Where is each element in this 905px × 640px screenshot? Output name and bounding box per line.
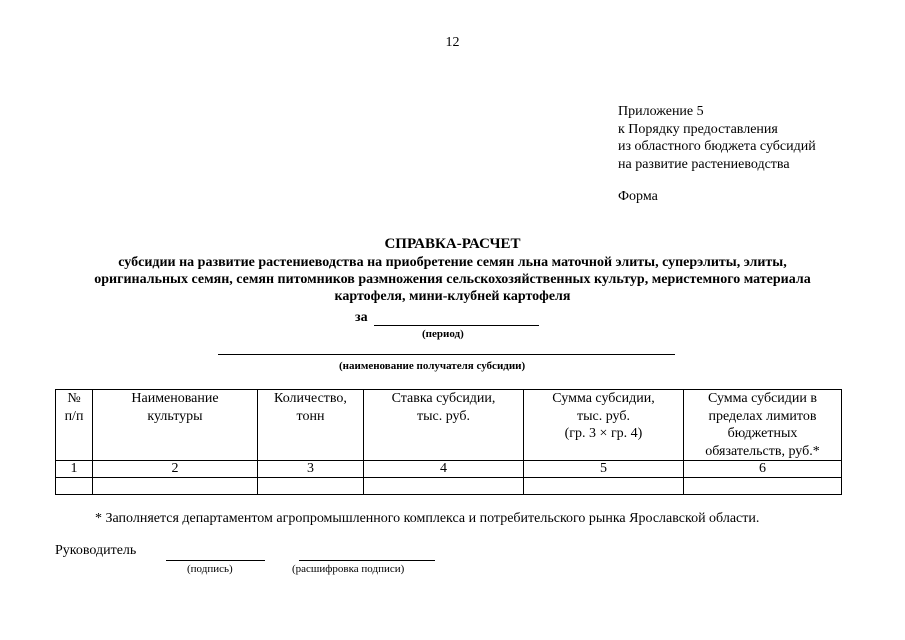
header-cell: Сумма субсидии в пределах лимитов бюджетных обязательств, руб.* — [684, 390, 842, 461]
recipient-caption: (наименование получателя субсидии) — [339, 360, 526, 372]
column-number-row — [56, 461, 842, 478]
period-fill-line — [374, 311, 539, 326]
page-number: 12 — [445, 35, 460, 50]
appendix-line: Приложение 5 — [618, 104, 704, 119]
header-cell: № п/п — [56, 390, 93, 461]
table-cell — [93, 478, 258, 495]
subtitle-line: картофеля, мини-клубней картофеля — [334, 289, 571, 304]
header-cell: Наименование культуры — [93, 390, 258, 461]
appendix-line: из областного бюджета субсидий — [618, 139, 816, 154]
appendix-line: к Порядку предоставления — [618, 121, 778, 137]
column-number-cell: 2 — [93, 461, 258, 478]
name-decoding-line — [299, 560, 435, 561]
column-number-cell: 5 — [524, 461, 684, 478]
name-decoding-caption: (расшифровка подписи) — [292, 563, 405, 575]
subtitle-line: субсидии на развитие растениеводства на приобретение семян льна маточной элиты, суперэлиты, элиты, — [118, 255, 787, 270]
subtitle-line: оригинальных семян, семян питомников размножения сельскохозяйственных культур, меристемного материала — [94, 272, 811, 287]
column-number-cell: 1 — [56, 461, 93, 478]
appendix-block — [618, 103, 816, 173]
column-number-cell: 4 — [364, 461, 524, 478]
appendix-line: на развитие растениеводства — [618, 156, 790, 172]
period-prefix: за — [355, 310, 368, 325]
recipient-fill-line — [218, 354, 675, 355]
table-header-row — [56, 390, 842, 461]
form-label: Форма — [618, 189, 658, 204]
column-number-cell: 3 — [258, 461, 364, 478]
subsidy-calculation-table — [55, 389, 842, 495]
table-cell — [56, 478, 93, 495]
period-caption: (период) — [422, 328, 464, 340]
signature-line — [166, 560, 265, 561]
header-cell: Ставка субсидии, тыс. руб. — [364, 390, 524, 461]
footnote: * Заполняется департаментом агропромышленного комплекса и потребительского рынка Ярославской области. — [95, 511, 760, 526]
column-number-cell: 6 — [684, 461, 842, 478]
table-cell — [524, 478, 684, 495]
signature-caption: (подпись) — [187, 563, 233, 575]
period-row — [355, 310, 539, 326]
table-row — [56, 478, 842, 495]
table-cell — [684, 478, 842, 495]
header-cell: Сумма субсидии, тыс. руб. (гр. 3 × гр. 4) — [524, 390, 684, 461]
table-cell — [258, 478, 364, 495]
document-title: СПРАВКА-РАСЧЕТ — [384, 236, 521, 252]
signatory-role: Руководитель — [55, 543, 137, 558]
table-cell — [364, 478, 524, 495]
header-cell: Количество, тонн — [258, 390, 364, 461]
title-block — [40, 236, 865, 305]
